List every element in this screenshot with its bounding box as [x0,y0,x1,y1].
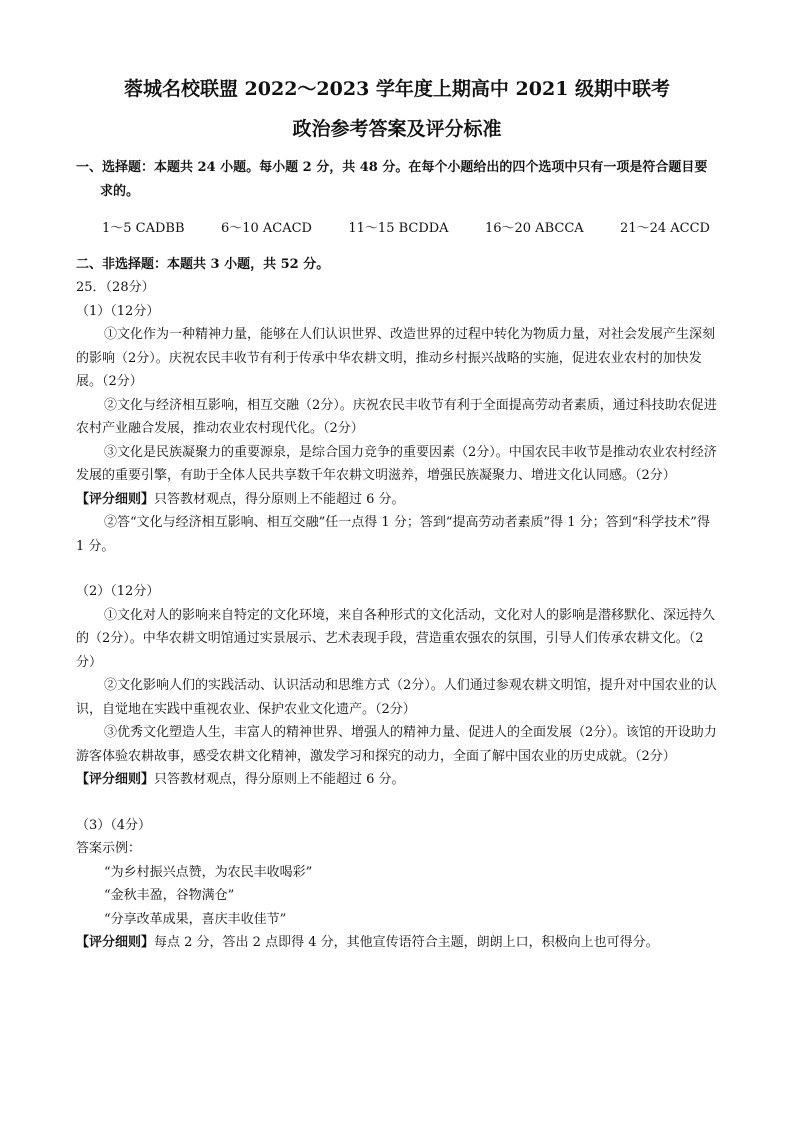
answer-group-5: 21～24 ACCD [620,221,710,236]
answer-group-4: 16～20 ABCCA [484,221,584,236]
slogan-3: “分享改革成果，喜庆丰收佳节” [104,911,287,927]
part2-point1: ①文化对人的影响来自特定的文化环境，来自各种形式的文化活动，文化对人的影响是潜移默化、深远持久的（2分）。中华农耕文明馆通过实景展示、艺术表现手段，营造重农强农的氛围，引导人们传承农耕文化。（2分） [76,607,716,670]
answer-group-2: 6～10 ACACD [220,221,312,236]
answer-group-3: 11～15 BCDDA [348,221,449,236]
choice-answers-row [76,217,718,241]
part1-point1: ①文化作为一种精神力量，能够在人们认识世界、改造世界的过程中转化为物质力量，对社会发展产生深刻的影响（2分）。庆祝农民丰收节有利于传承中华农耕文明，推动乡村振兴战略的实施，促进农业农村的加快发展。（2分） [76,327,716,389]
part1-label: （1）（12分） [76,303,160,319]
part2-rule-label: 【评分细则】 [76,772,155,787]
part1-rule-text: 只答教材观点，得分原则上不能超过 6 分。 [154,491,405,507]
question-25-label: 25．（28分） [76,280,155,295]
slogan-2: “金秋丰盈，谷物满仓” [104,888,235,903]
part1-point3: ③文化是民族凝聚力的重要源泉，是综合国力竞争的重要因素（2分）。中国农民丰收节是推动农业农村经济发展的重要引擎，有助于全体人民共享数千年农耕文明滋养，增强民族凝聚力、增进文化认同感。（2分） [76,444,717,483]
part3-label: （3）（4分） [76,817,152,833]
part1-rule [76,488,718,512]
slogan-1: “为乡村振兴点赞，为农民丰收喝彩” [104,864,313,880]
part2-rule-text: 只答教材观点，得分原则上不能超过 6 分。 [154,772,405,787]
part3-example-label: 答案示例： [76,841,142,856]
document-title: 蓉城名校联盟 2022～2023 学年度上期高中 2021 级期中联考 [123,78,671,100]
section1-heading: 一、选择题：本题共 24 小题。每小题 2 分，共 48 分。在每个小题给出的四个选项中只有一项是符合题目要求的。 [76,160,708,199]
part1-point2: ②文化与经济相互影响，相互交融（2分）。庆祝农民丰收节有利于全面提高劳动者素质，通过科技助农促进农村产业融合发展，推动农业农村现代化。（2分） [76,397,717,436]
part3-rule-label: 【评分细则】 [76,935,155,950]
part2-label: （2）（12分） [76,584,160,599]
part2-point3: ③优秀文化塑造人生，丰富人的精神世界、增强人的精神力量、促进人的全面发展（2分）。该馆的开设助力游客体验农耕故事，感受农耕文化精神，激发学习和探究的动力，全面了解中国农业的历史成就。（2分） [76,725,717,764]
spacer [76,792,718,814]
spacer [76,558,718,580]
part3-rule [76,931,718,955]
answer-group-1: 1～5 CADBB [102,221,185,236]
part1-rule-detail: ②答“文化与经济相互影响、相互交融”任一点得 1 分；答到“提高劳动者素质”得 1 分；答到“科学技术”得 1 分。 [76,515,710,554]
section2-heading: 二、非选择题：本题共 3 小题，共 52 分。 [76,256,330,272]
document-subtitle: 政治参考答案及评分标准 [292,118,502,140]
part2-point2: ②文化影响人们的实践活动、认识活动和思维方式（2分）。人们通过参观农耕文明馆，提升对中国农业的认识，自觉地在实践中重视农业、保护农业文化遗产。（2分） [76,678,717,717]
part2-rule [76,768,718,792]
part1-rule-label: 【评分细则】 [76,491,155,507]
part3-rule-text: 每点 2 分，答出 2 点即得 4 分，其他宣传语符合主题，朗朗上口，积极向上也可得分。 [154,935,659,950]
